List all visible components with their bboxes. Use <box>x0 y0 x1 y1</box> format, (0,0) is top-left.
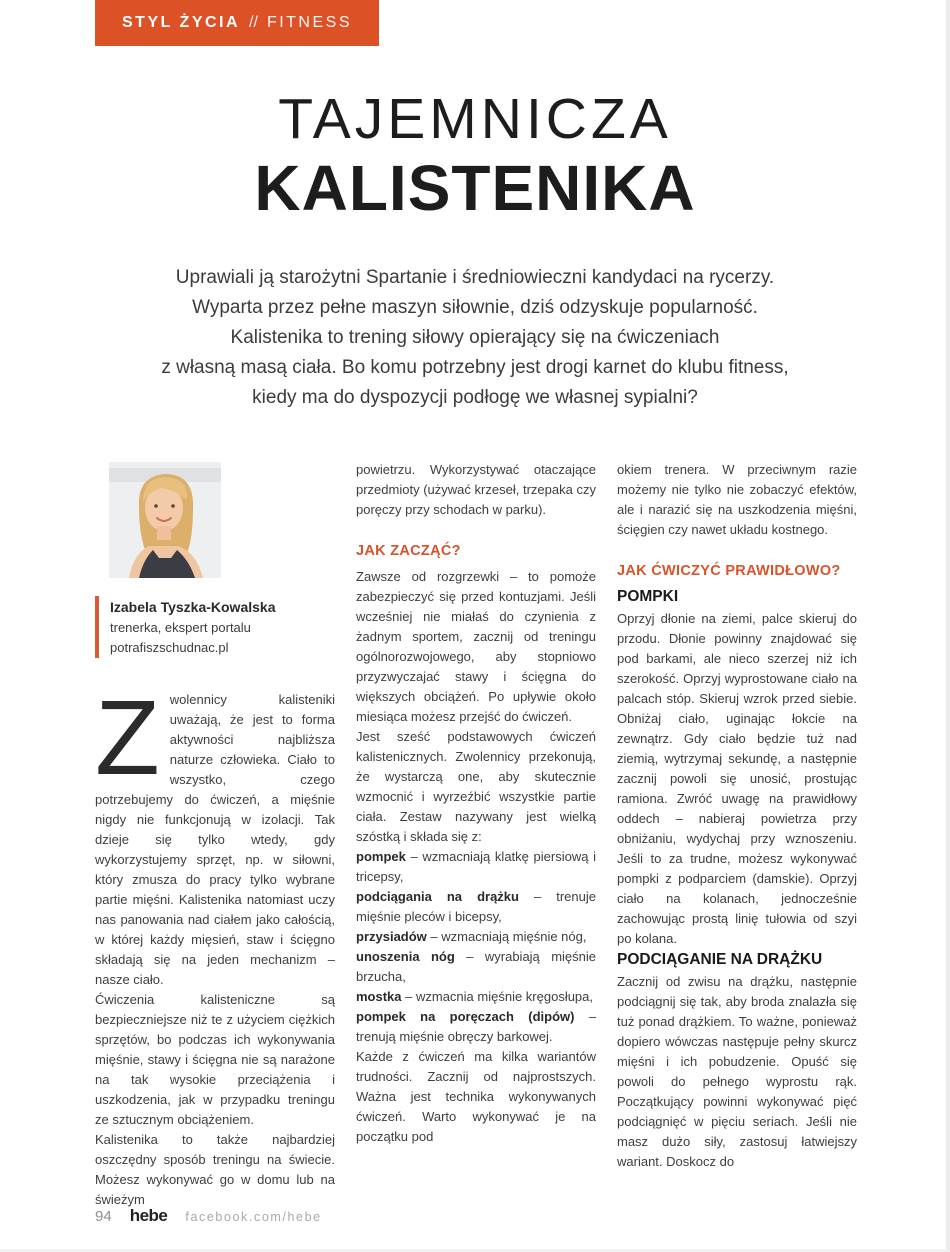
article-title-line2: KALISTENIKA <box>254 152 696 224</box>
exercise-term: podciągania na drążku <box>356 889 519 904</box>
exercise-term: unoszenia nóg <box>356 949 455 964</box>
exercise-desc: – wzmacnia mięśnie kręgosłupa, <box>401 989 594 1004</box>
author-photo <box>109 462 221 578</box>
subheading-pompki: POMPKI <box>617 588 679 605</box>
body-paragraph: Oprzyj dłonie na ziemi, palce skieruj do przodu. Dłonie powinny znajdować się pod barkami, ale nieco szerzej niż ich szerokość. Oprzyj wyprostowane ciało na palcach stóp. Skieruj wzrok przed siebie. Obniżaj ciało, uginając łokcie na zewnątrz. Gdy ciało będzie tuż nad ziemią, wytrzymaj sekundę, a następnie zacznij powoli się unosić, prostując ramiona. Zwróć uwagę na prawidłowy oddech – nabieraj powietrza przy obniżaniu, wydychaj przy wznoszeniu. Jeśli to za trudne, możesz wykonywać pompki z podparciem (damskie). Oprzyj ciało na kolanach, jednocześnie zachowując prostą linię tułowia od szyi po kolana. <box>617 611 857 946</box>
lead-line: Kalistenika to trening siłowy opierający się na ćwiczeniach <box>230 327 720 348</box>
hebe-logo: hebe <box>129 1206 168 1225</box>
section-label: STYL ŻYCIA <box>122 14 241 31</box>
author-site: potrafiszschudnac.pl <box>110 640 229 655</box>
drop-cap: Z <box>95 679 160 797</box>
author-name: Izabela Tyszka-Kowalska <box>110 599 276 615</box>
heading-jak-cwiczyc: JAK ĆWICZYĆ PRAWIDŁOWO? <box>617 563 841 579</box>
exercise-term: pompek na poręczach (dipów) <box>356 1009 575 1024</box>
body-paragraph: Każde z ćwiczeń ma kilka wariantów trudności. Zacznij od najprostszych. Ważna jest technika wykonywanych ćwiczeń. Warto wykonywać je na początku pod <box>356 1049 596 1144</box>
exercise-item <box>356 927 596 947</box>
column-right <box>617 460 857 1210</box>
exercise-item <box>356 987 596 1007</box>
author-role: trenerka, ekspert portalu <box>110 620 251 635</box>
page-number: 94 <box>95 1208 112 1225</box>
exercise-term: mostka <box>356 989 402 1004</box>
column-middle <box>356 460 596 1210</box>
section-separator: // <box>249 14 258 31</box>
body-paragraph: Zacznij od zwisu na drążku, następnie podciągnij się tak, aby broda znalazła się tuż ponad drążkiem. To ważne, ponieważ dopiero wówczas następuje pełny skurcz mięśni i ich pobudzenie. Opuść się powoli do pełnego wyprostu rąk. Początkujący powinni wykonywać pięć podciągnięć w pięciu seriach. Jeśli nie masz dużo siły, zastosuj łatwiejszy wariant. Doskocz do <box>617 974 857 1169</box>
author-caption <box>95 596 335 658</box>
section-badge <box>95 0 379 46</box>
article-title <box>0 86 950 224</box>
lead-line: Wyparta przez pełne maszyn siłownie, dziś odzyskuje popularność. <box>192 297 758 318</box>
page-footer <box>95 1206 322 1226</box>
body-paragraph: Zawsze od rozgrzewki – to pomoże zabezpieczyć się przed kontuzjami. Jeśli wcześniej nie miałaś do czynienia z żadnym sportem, zacznij od treningu ogólnorozwojowego, aby stopniowo przyzwyczajać stawy i ścięgna do większych obciążeń. Po upływie około miesiąca możesz przejść do ćwiczeń. <box>356 569 596 724</box>
body-paragraph: okiem trenera. W przeciwnym razie możemy nie tylko nie zobaczyć efektów, ale i narazić się na uszkodzenia mięśni, ścięgien czy nawet układu kostnego. <box>617 462 857 537</box>
exercise-desc: – wzmacniają klatkę piersiową i tricepsy, <box>356 849 596 884</box>
exercise-desc: – wzmacniają mięśnie nóg, <box>426 929 587 944</box>
body-paragraph <box>95 679 335 990</box>
exercise-item <box>356 847 596 887</box>
body-paragraph: Kalistenika to także najbardziej oszczędny sposób treningu na świecie. Możesz wykonywać go w domu lub na świeżym <box>95 1132 335 1207</box>
body-paragraph: powietrzu. Wykorzystywać otaczające przedmioty (używać krzeseł, trzepaka czy poręczy przy schodach w parku). <box>356 462 596 517</box>
lead-line: z własną masą ciała. Bo komu potrzebny jest drogi karnet do klubu fitness, <box>161 357 789 378</box>
exercise-desc: – wyrabiają mięśnie brzucha, <box>356 949 597 984</box>
article-title-line1: TAJEMNICZA <box>278 87 672 151</box>
lead-line: kiedy ma do dyspozycji podłogę we własnej sypialni? <box>252 387 698 408</box>
exercise-item <box>356 947 596 987</box>
body-paragraph: Ćwiczenia kalisteniczne są bezpieczniejsze niż te z użyciem ciężkich sprzętów, bo podczas ich wykonywania mięśnie, stawy i ścięgna nie są narażone na tak wysokie przeciążenia i uszkodzenia, jak w przypadku treningu ze sztucznym obciążeniem. <box>95 992 335 1127</box>
section-topic: FITNESS <box>266 14 352 31</box>
article-columns <box>95 460 857 1210</box>
exercise-term: przysiadów <box>356 929 427 944</box>
paragraph-text: wolennicy kalisteniki uważają, że jest to forma aktywności najbliższa naturze człowieka. Ciało to wszystko, czego potrzebujemy do ćwiczeń, a mięśnie nigdy nie funkcjonują w izolacji. Tak dzieje się tylko wtedy, gdy wykorzystujemy sprzęt, np. w siłowni, który zmusza do pracy tylko wybrane partie mięśni. Kalistenika natomiast uczy nas panowania nad ciałem jako całością, w której każdy mięsień, staw i ścięgno składają się na jeden mechanizm – nasze ciało. <box>95 692 335 987</box>
facebook-url: facebook.com/hebe <box>185 1210 322 1224</box>
column-left <box>95 460 335 1210</box>
exercise-item <box>356 887 596 927</box>
body-paragraph: Jest sześć podstawowych ćwiczeń kalistenicznych. Zwolennicy przekonują, że wystarczą one, aby skutecznie wzmocnić i wyrzeźbić wszystkie partie ciała. Zestaw nazywany jest wielką szóstką i składa się z: <box>356 729 596 844</box>
article-lead <box>105 263 845 413</box>
exercise-desc: – trenują mięśnie obręczy barkowej. <box>356 1009 596 1044</box>
lead-line: Uprawiali ją starożytni Spartanie i średniowieczni kandydaci na rycerzy. <box>175 267 775 288</box>
exercise-desc: – trenuje mięśnie pleców i bicepsy, <box>356 889 596 924</box>
exercise-term: pompek <box>356 849 406 864</box>
page-edge-right <box>946 0 950 1252</box>
exercise-item <box>356 1007 596 1047</box>
heading-jak-zaczac: JAK ZACZĄĆ? <box>356 543 461 559</box>
subheading-podciaganie: PODCIĄGANIE NA DRĄŻKU <box>617 951 823 968</box>
